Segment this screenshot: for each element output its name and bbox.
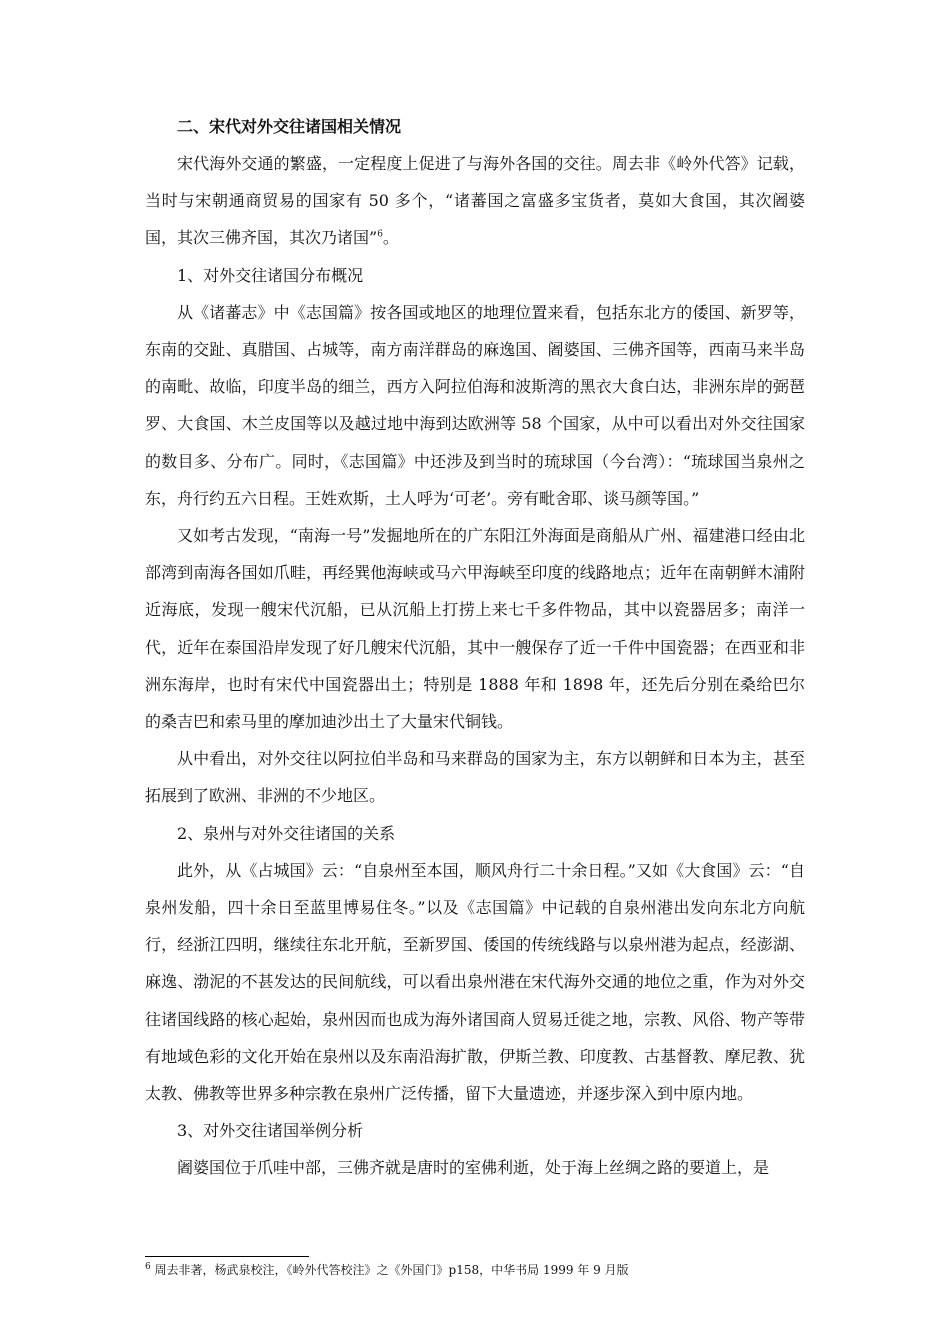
subsection-title-3: 3、对外交往诸国举例分析	[177, 1121, 364, 1141]
subsection-title-2: 2、泉州与对外交往诸国的关系	[177, 823, 396, 843]
paragraph-archaeology: 又如考古发现，“南海一号”发掘地所在的广东阳江外海面是商船从广州、福建港口经由北部湾到南海各国如爪畦，再经巽他海峡或马六甲海峡至印度的线路地点；近年在南朝鲜木浦附近海底，发现一艘宋代沉船，已从沉船上打捞上来七千多件物品，其中以瓷器居多；南洋一代，近年在泰国沿岸发现了好几艘宋代沉船，其中一艘保存了近一千件中国瓷器；在西亚和非洲东海岸，也时有宋代中国瓷器出土；特别是 1888 年和 1898 年，还先后分别在桑给巴尔的桑吉巴和索马里的摩加迪沙出土了大量宋代铜钱。	[145, 526, 805, 732]
section-title: 二、宋代对外交往诸国相关情况	[177, 117, 402, 136]
footnote-divider	[145, 1256, 309, 1257]
footnote	[145, 1262, 805, 1278]
paragraph-distribution: 从《诸蕃志》中《志国篇》按各国或地区的地理位置来看，包括东北方的倭国、新罗等，东南的交趾、真腊国、占城等，南方南洋群岛的麻逸国、阇婆国、三佛齐国等，西南马来半岛的南毗、故临，印度半岛的细兰，西方入阿拉伯海和波斯湾的黑衣大食白达，非洲东岸的弼琶罗、大食国、木兰皮国等以及越过地中海到达欧洲等 58 个国家，从中可以看出对外交往国家的数目多、分布广。同时，《志国篇》中还涉及到当时的琉球国（今台湾）：“琉球国当泉州之东，舟行约五六日程。王姓欢斯，土人呼为‘可老’。旁有毗舍耶、谈马颜等国。”	[145, 302, 805, 508]
footnote-reference[interactable]: 6	[377, 230, 383, 241]
document-body	[145, 108, 805, 1187]
intro-text: 宋代海外交通的繁盛，一定程度上促进了与海外各国的交往。周去非《岭外代答》记载，当时与宋朝通商贸易的国家有 50 多个，“诸蕃国之富盛多宝货者，莫如大食国，其次阇婆国，其次三佛齐国，其次乃诸国”	[145, 154, 805, 248]
footnote-mark: 6	[145, 1262, 151, 1272]
paragraph-quanzhou: 此外，从《占城国》云：“自泉州至本国，顺风舟行二十余日程。”又如《大食国》云：“自泉州发船，四十余日至蓝里博易住冬。”以及《志国篇》中记载的自泉州港出发向东北方向航行，经浙江四明，继续往东北开航，至新罗国、倭国的传统线路与以泉州港为起点，经澎湖、麻逸、渤泥的不甚发达的民间航线，可以看出泉州港在宋代海外交通的地位之重，作为对外交往诸国线路的核心起始，泉州因而也成为海外诸国商人贸易迁徙之地，宗教、风俗、物产等带有地域色彩的文化开始在泉州以及东南沿海扩散，伊斯兰教、印度教、古基督教、摩尼教、犹太教、佛教等世界多种宗教在泉州广泛传播，留下大量遗迹，并逐步深入到中原内地。	[145, 860, 805, 1104]
subsection-title-1: 1、对外交往诸国分布概况	[177, 265, 364, 285]
paragraph-examples: 阇婆国位于爪哇中部，三佛齐就是唐时的室佛利逝，处于海上丝绸之路的要道上，是	[177, 1158, 770, 1178]
intro-paragraph	[145, 145, 805, 257]
footnote-text: 周去非著，杨武泉校注，《岭外代答校注》之《外国门》p158，中华书局 1999 年 9 月版	[150, 1263, 629, 1277]
paragraph-conclusion: 从中看出，对外交往以阿拉伯半岛和马来群岛的国家为主，东方以朝鲜和日本为主，甚至拓展到了欧洲、非洲的不少地区。	[145, 749, 805, 806]
intro-end: 。	[382, 228, 399, 248]
